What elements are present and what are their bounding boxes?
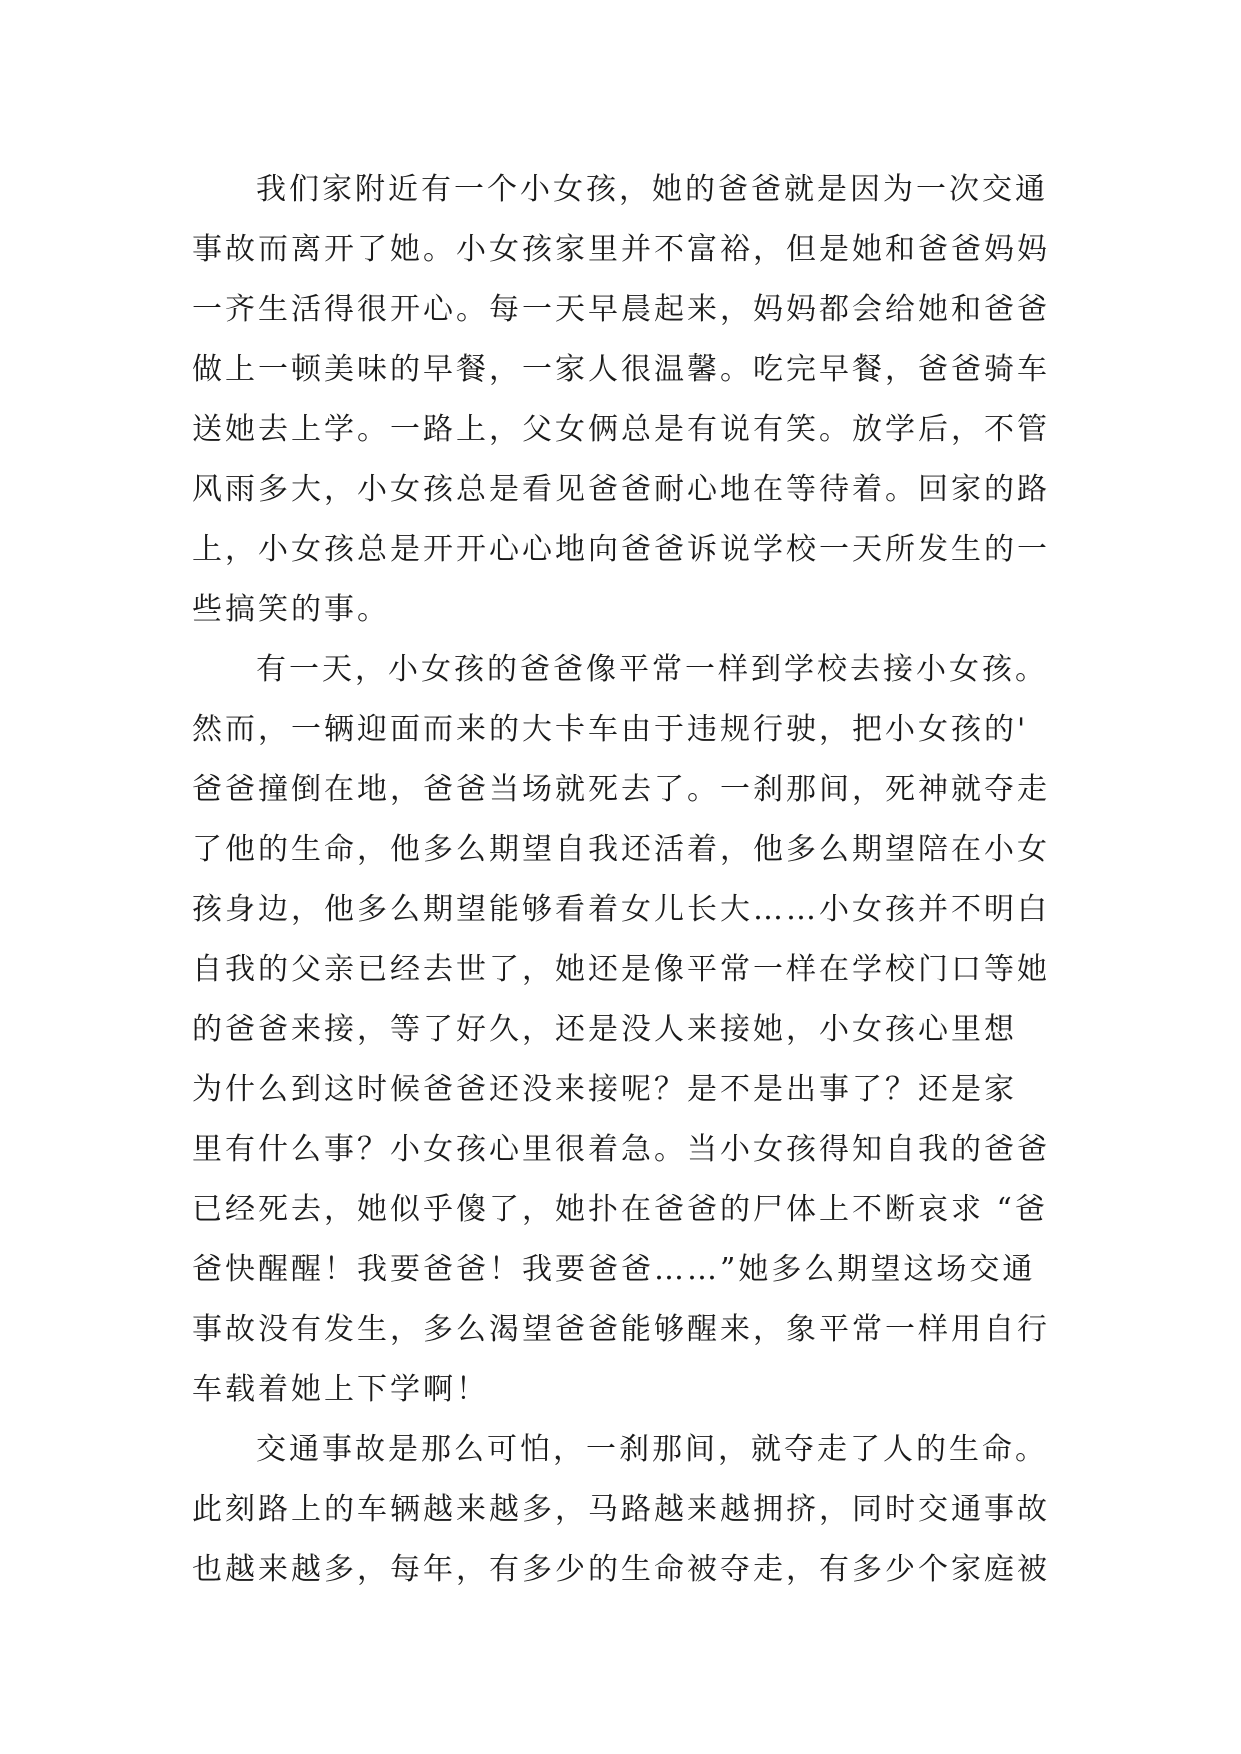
text-line: 了他的生命，他多么期望自我还活着，他多么期望陪在小女	[192, 832, 1050, 867]
body-text	[192, 160, 1072, 1600]
paragraph-2	[192, 640, 1072, 1420]
text-line: 做上一顿美味的早餐，一家人很温馨。吃完早餐，爸爸骑车	[192, 352, 1050, 387]
text-line: 一齐生活得很开心。每一天早晨起来，妈妈都会给她和爸爸	[192, 292, 1050, 327]
text-line: 然而，一辆迎面而来的大卡车由于违规行驶，把小女孩的'	[192, 712, 1029, 747]
text-line: 风雨多大，小女孩总是看见爸爸耐心地在等待着。回家的路	[192, 472, 1050, 507]
paragraph-1	[192, 160, 1072, 640]
text-line: 孩身边，他多么期望能够看着女儿长大……小女孩并不明白	[192, 892, 1050, 927]
text-line: 为什么到这时候爸爸还没来接呢？是不是出事了？还是家	[192, 1072, 1017, 1107]
text-line: 些搞笑的事。	[192, 592, 390, 627]
text-line: 上，小女孩总是开开心心地向爸爸诉说学校一天所发生的一	[192, 532, 1050, 567]
text-line: 送她去上学。一路上，父女俩总是有说有笑。放学后，不管	[192, 412, 1050, 447]
text-line: 事故没有发生，多么渴望爸爸能够醒来，象平常一样用自行	[192, 1312, 1050, 1347]
text-line: 此刻路上的车辆越来越多，马路越来越拥挤，同时交通事故	[192, 1492, 1050, 1527]
text-line: 的爸爸来接，等了好久，还是没人来接她，小女孩心里想	[192, 1012, 1017, 1047]
text-line: 有一天，小女孩的爸爸像平常一样到学校去接小女孩。	[256, 652, 1048, 687]
text-line: 自我的父亲已经去世了，她还是像平常一样在学校门口等她	[192, 952, 1050, 987]
text-line: 车载着她上下学啊！	[192, 1372, 489, 1407]
text-line: 我们家附近有一个小女孩，她的爸爸就是因为一次交通	[256, 172, 1048, 207]
text-line: 爸快醒醒！我要爸爸！我要爸爸……”她多么期望这场交通	[192, 1252, 1036, 1287]
text-line: 已经死去，她似乎傻了，她扑在爸爸的尸体上不断哀求 “爸	[192, 1192, 1048, 1227]
text-line: 里有什么事？小女孩心里很着急。当小女孩得知自我的爸爸	[192, 1132, 1050, 1167]
text-line: 也越来越多，每年，有多少的生命被夺走，有多少个家庭被	[192, 1552, 1050, 1587]
text-line: 事故而离开了她。小女孩家里并不富裕，但是她和爸爸妈妈	[192, 232, 1050, 267]
text-line: 交通事故是那么可怕，一刹那间，就夺走了人的生命。	[256, 1432, 1048, 1467]
paragraph-3	[192, 1420, 1072, 1600]
text-line: 爸爸撞倒在地，爸爸当场就死去了。一刹那间，死神就夺走	[192, 772, 1050, 807]
